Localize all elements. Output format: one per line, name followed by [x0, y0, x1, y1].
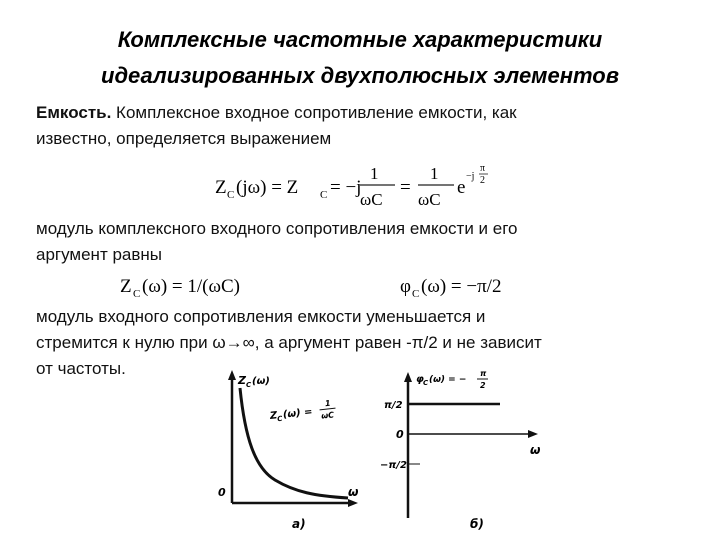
para1-line-1 — [36, 100, 688, 126]
title-line-2: идеализированных двухполюсных элементов — [101, 63, 619, 88]
formula1-num1: 1 — [370, 164, 379, 183]
para3-line-1: модуль входного сопротивления емкости уменьшается и — [36, 307, 486, 326]
graph-b-ylabel-sub: C — [423, 379, 429, 387]
formula1-exp-base: e — [457, 177, 466, 198]
formula1-eq: = −j — [330, 177, 362, 198]
formula1-lhs: Z — [215, 177, 227, 198]
graph-a-ylabel: Z — [238, 374, 246, 387]
graph-b-tick-top-label: π/2 — [384, 400, 403, 411]
formula1-eq2: = — [400, 177, 411, 198]
formula2-zc-value: (ω) = 1/(ωC) — [142, 276, 240, 297]
formula1-lhs-arg: (jω) = Z — [236, 177, 299, 198]
formula-modulus-argument — [110, 268, 570, 302]
formula1-num2: 1 — [430, 164, 439, 183]
para1-line-2: известно, определяется выражением — [36, 129, 332, 148]
graph-a-curve — [240, 388, 348, 498]
graph-a-origin: 0 — [218, 486, 226, 499]
formula-complex-impedance — [200, 155, 500, 215]
graph-a-caption: а) — [292, 517, 306, 531]
formula2-phi-sub: C — [412, 288, 420, 300]
graph-b-x-arrow — [528, 430, 538, 438]
graph-a-curve-label-arg: (ω) = — [282, 406, 314, 421]
graph-b-ylabel-arg: (ω) = − — [429, 375, 467, 385]
graph-a-ylabel-sub: C — [246, 381, 252, 389]
graph-a-curve-label-sub: C — [276, 414, 283, 424]
paragraph-capacitance-intro — [36, 100, 688, 152]
page-title — [0, 22, 720, 94]
title-line-1: Комплексные частотные характеристики — [117, 27, 603, 52]
formula1-den2: ωC — [418, 190, 441, 209]
graph-a-curve-label — [268, 398, 337, 426]
graph-a-ylabel-arg: (ω) — [252, 376, 270, 387]
formula1-lhs-sub: C — [227, 189, 235, 201]
para1-line-1-text: Комплексное входное сопротивление емкости, как — [111, 103, 517, 122]
graph-a-y-arrow — [228, 370, 236, 380]
graph-a-curve-label-z: Z — [269, 410, 278, 423]
graph-b-ylabel-num: π — [480, 369, 487, 378]
graph-a-curve-label-num: 1 — [324, 398, 331, 409]
graph-b-y-arrow — [404, 372, 412, 382]
para2-line-1: модуль комплексного входного сопротивления емкости и его — [36, 219, 518, 238]
formula1-lhs-sub2: C — [320, 189, 328, 201]
para1-bold-term: Емкость. — [36, 103, 112, 122]
para3-line-3: от частоты. — [36, 359, 126, 378]
graph-b-caption: б) — [470, 517, 484, 531]
formula2-zc: Z — [120, 276, 132, 297]
graph-b-xlabel: ω — [530, 443, 541, 457]
paragraph-modulus-argument — [36, 216, 688, 268]
graph-a-xlabel: ω — [348, 485, 359, 499]
graph-impedance-vs-frequency — [200, 368, 370, 536]
graph-b-ylabel-den: 2 — [480, 381, 486, 390]
graph-b-tick-bottom-label: −π/2 — [380, 460, 407, 471]
para3-line-2: стремится к нулю при ω→∞, а аргумент равен -π/2 и не зависит — [36, 333, 542, 352]
graph-a-curve-label-den: ωC — [320, 410, 335, 421]
formula1-den1: ωC — [360, 190, 383, 209]
graph-a-x-arrow — [348, 499, 358, 507]
graph-b-ylabel: φ — [416, 374, 424, 385]
formula1-exp-j: −j — [466, 171, 475, 182]
formula1-exp-pi: π — [480, 163, 486, 174]
graph-phase-vs-frequency — [380, 368, 550, 536]
formula1-exp-2: 2 — [480, 175, 485, 186]
formula2-zc-sub: C — [133, 288, 141, 300]
graph-b-tick-zero-label: 0 — [396, 428, 404, 441]
formula2-phi: φ — [400, 276, 411, 297]
para2-line-2: аргумент равны — [36, 245, 163, 264]
formula2-phi-value: (ω) = −π/2 — [421, 276, 502, 297]
